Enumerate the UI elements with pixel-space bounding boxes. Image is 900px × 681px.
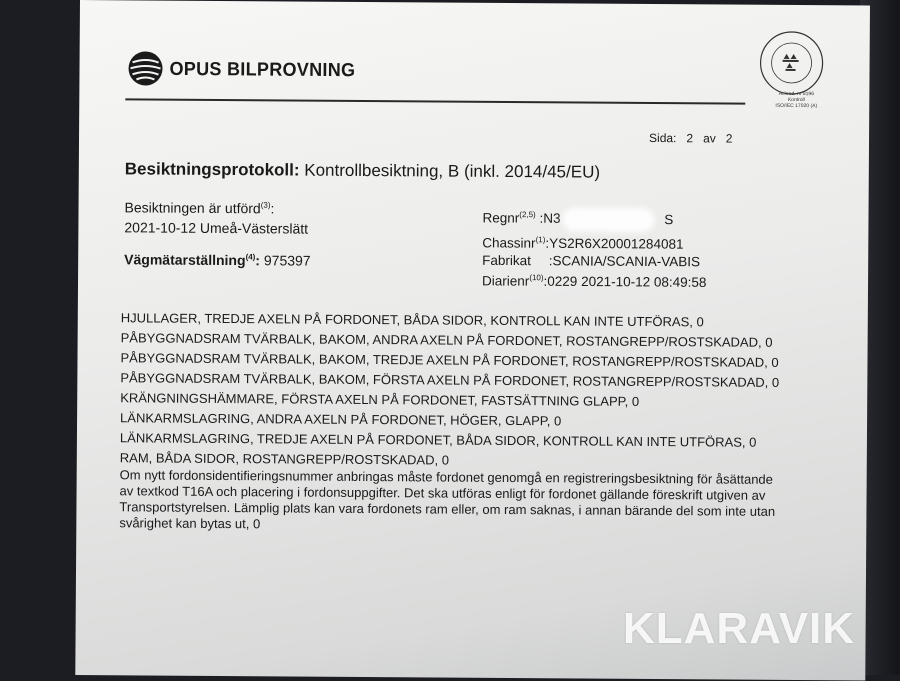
watermark: KLARAVIK xyxy=(623,604,856,653)
note-line: svårighet kan bytas ut, 0 xyxy=(119,515,261,532)
remark-item: HJULLAGER, TREDJE AXELN PÅ FORDONET, BÅDA SIDOR, KONTROLL KAN INTE UTFÖRAS, 0 xyxy=(120,310,704,330)
regnr-suffix: S xyxy=(664,211,674,227)
inspection-place-value: 2021-10-12 Umeå-Västerslätt xyxy=(124,219,309,237)
remark-item: PÅBYGGNADSRAM TVÄRBALK, BAKOM, FÖRSTA AXELN PÅ FORDONET, ROSTANGREPP/ROSTSKADAD, 0 xyxy=(120,370,780,390)
remark-item: RAM, BÅDA SIDOR, ROSTANGREPP/ROSTSKADAD, 0 xyxy=(119,450,450,468)
odometer-label: Vägmätarställning xyxy=(124,251,246,269)
chassinr-value: YS2R6X20001284081 xyxy=(549,235,684,252)
swedac-seal-icon xyxy=(757,29,825,97)
page-of: av xyxy=(703,131,716,146)
remark-item: PÅBYGGNADSRAM TVÄRBALK, BAKOM, TREDJE AXELN PÅ FORDONET, ROSTANGREPP/ROSTSKADAD, 0 xyxy=(120,350,779,370)
remarks-list xyxy=(119,308,811,536)
redacted-plate xyxy=(566,211,650,228)
odometer: Vägmätarställning$^{(4)}$: 975397 xyxy=(124,251,311,269)
remark-item: PÅBYGGNADSRAM TVÄRBALK, BAKOM, ANDRA AXELN PÅ FORDONET, ROSTANGREPP/ROSTSKADAD, 0 xyxy=(120,330,773,350)
regnr-row: Regnr$^{(2,5)}$ :N3 S xyxy=(482,210,674,227)
globe-logo-icon xyxy=(127,50,163,86)
company-logo xyxy=(127,50,355,88)
fabrikat-value: SCANIA/SCANIA-VABIS xyxy=(552,253,701,270)
page-number xyxy=(649,131,743,146)
regnr-prefix: N3 xyxy=(543,210,561,226)
remark-item: LÄNKARMSLAGRING, ANDRA AXELN PÅ FORDONET, HÖGER, GLAPP, 0 xyxy=(120,410,562,429)
seal-caption-line: ISO/IEC 17020 (A) xyxy=(775,102,818,110)
seal-caption xyxy=(751,91,841,110)
diarienr-row: Diarienr$^{(10)}$:0229 2021-10-12 08:49:58 xyxy=(481,273,707,290)
fabrikat-row: Fabrikat :SCANIA/SCANIA-VABIS xyxy=(482,252,701,270)
seal-caption-line: Kontroll xyxy=(787,96,805,104)
note-line: av textkod T16A och placering i fordonsuppgifter. Det ska utföras enligt för fordonet gällande föreskrift utgiven av xyxy=(119,483,766,503)
inspection-place-label: Besiktningen är utförd$^{(3)}$: xyxy=(124,199,275,217)
document-page xyxy=(75,0,870,680)
title-rest: Kontrollbesiktning, B (inkl. 2014/45/EU) xyxy=(304,160,601,182)
page-total: 2 xyxy=(725,131,733,146)
chassinr-row: Chassinr$^{(1)}$:YS2R6X20001284081 xyxy=(482,235,684,252)
seal-caption-line: Ackred. nr 8196 xyxy=(778,90,815,98)
note-line: Om nytt fordonsidentifieringsnummer anbringas måste fordonet genomgå en registreringsbesiktning för åsättande xyxy=(119,467,773,487)
note-line: Transportstyrelsen. Lämplig plats kan vara fordonets ram eller, om ram saknas, i annan bärande del som inte utan xyxy=(119,499,776,519)
document-title xyxy=(125,159,600,182)
title-bold: Besiktningsprotokoll: xyxy=(124,159,300,180)
diarienr-value: 0229 2021-10-12 08:49:58 xyxy=(547,273,707,290)
remark-item: KRÄNGNINGSHÄMMARE, FÖRSTA AXELN PÅ FORDONET, FASTSÄTTNING GLAPP, 0 xyxy=(120,390,640,409)
note-paragraph xyxy=(119,467,809,536)
brand-name: OPUS BILPROVNING xyxy=(169,57,356,80)
header-divider xyxy=(125,98,745,104)
page-current: 2 xyxy=(686,131,694,146)
page-label: Sida: xyxy=(649,130,677,146)
odometer-value: 975397 xyxy=(263,252,311,269)
remark-item: LÄNKARMSLAGRING, TREDJE AXELN PÅ FORDONET, BÅDA SIDOR, KONTROLL KAN INTE UTFÖRAS, 0 xyxy=(119,430,757,450)
